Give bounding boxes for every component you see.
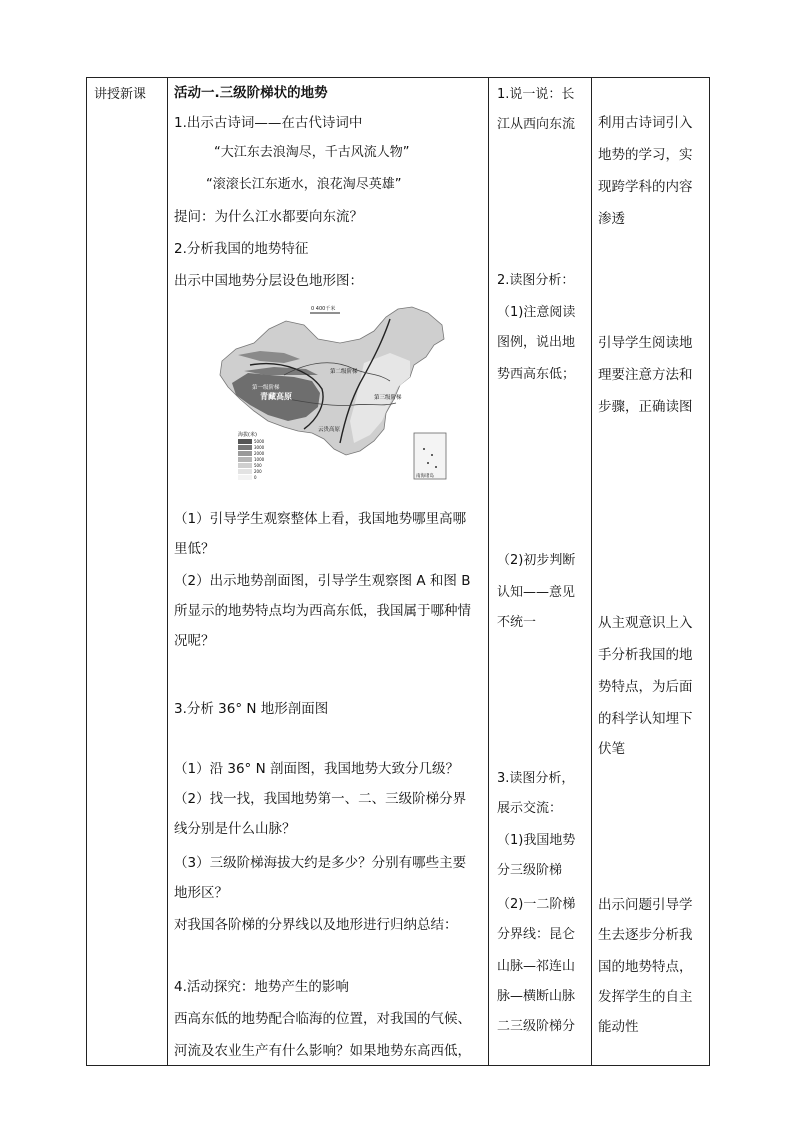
table-bottom-border: [86, 1065, 710, 1066]
island-dot: [435, 466, 437, 468]
intent-line: 步骤，正确读图: [598, 399, 693, 415]
intent-line: 能动性: [598, 1019, 639, 1035]
island-dot: [431, 454, 433, 456]
student-line: （2)一二阶梯: [497, 897, 576, 912]
content-line: 3.分析 36° N 地形剖面图: [174, 701, 329, 717]
poem-line: “滚滚长江东逝水，浪花淘尽英雄”: [206, 177, 402, 192]
content-line: （1）沿 36° N 剖面图，我国地势大致分几级？: [174, 761, 459, 777]
intent-line: 生去逐步分析我: [598, 927, 693, 943]
content-line: 2.分析我国的地势特征: [174, 241, 309, 257]
student-line: （1)注意阅读: [497, 305, 576, 320]
col-divider-2: [488, 77, 489, 1065]
legend-swatch: [238, 475, 252, 480]
legend-title: 海拔(米): [238, 432, 257, 438]
intent-line: 手分析我国的地: [598, 647, 693, 663]
student-line: 江从西向东流: [497, 117, 576, 132]
legend-swatch: [238, 469, 252, 474]
legend-value: 200: [254, 469, 262, 474]
table-top-border: [86, 77, 710, 78]
content-line: 对我国各阶梯的分界线以及地形进行归纳总结：: [174, 917, 458, 933]
legend-value: 2000: [254, 451, 265, 456]
china-terrain-map: [214, 303, 451, 483]
legend-swatch: [238, 457, 252, 462]
intent-line: 发挥学生的自主: [598, 989, 693, 1005]
student-line: 2.读图分析：: [497, 273, 575, 288]
content-line: 所显示的地势特点均为西高东低，我国属于哪种情: [174, 603, 471, 619]
col-divider-1: [167, 77, 168, 1065]
intent-line: 伏笔: [598, 741, 625, 757]
activity-title: 活动一.三级阶梯状的地势: [174, 85, 328, 101]
intent-line: 现跨学科的内容: [598, 179, 693, 195]
intent-line: 渗透: [598, 211, 625, 227]
legend-value: 5000: [254, 439, 265, 444]
legend-value: 3000: [254, 445, 265, 450]
content-line: 4.活动探究：地势产生的影响: [174, 979, 349, 995]
student-line: 图例，说出地: [497, 335, 576, 350]
student-line: 二三级阶梯分: [497, 1019, 576, 1034]
content-line: 里低？: [174, 541, 215, 557]
intent-line: 理要注意方法和: [598, 367, 693, 383]
poem-line: “大江东去浪淘尽，千古风流人物”: [214, 145, 410, 160]
content-line: （2）找一找，我国地势第一、二、三级阶梯分界: [174, 791, 467, 807]
intent-line: 从主观意识上入: [598, 615, 693, 631]
content-line: 出示中国地势分层设色地形图：: [174, 273, 363, 289]
intent-line: 引导学生阅读地: [598, 335, 693, 351]
legend-value: 500: [254, 463, 262, 468]
content-line: （1）引导学生观察整体上看，我国地势哪里高哪: [174, 511, 467, 527]
map-label-step1: 第一级阶梯: [252, 385, 280, 391]
map-label-yungui: 云贵高原: [318, 427, 341, 433]
intent-line: 出示问题引导学: [598, 897, 693, 913]
student-line: 分三级阶梯: [497, 863, 563, 878]
student-line: 展示交流：: [497, 801, 563, 816]
table-left-border: [86, 77, 87, 1065]
content-line: 线分别是什么山脉？: [174, 821, 296, 837]
student-line: 1.说一说：长: [497, 87, 575, 102]
legend-swatch: [238, 439, 252, 444]
intent-line: 国的地势特点，: [598, 959, 693, 975]
student-line: 势西高东低；: [497, 367, 576, 382]
content-line: 河流及农业生产有什么影响？如果地势东高西低，: [174, 1043, 471, 1059]
lesson-table: [86, 77, 710, 1065]
student-line: 不统一: [497, 615, 537, 630]
legend-value: 0: [254, 475, 257, 480]
student-line: （2)初步判断: [497, 553, 576, 568]
south-sea-inset: [414, 433, 446, 479]
intent-line: 地势的学习，实: [598, 147, 693, 163]
content-line: 地形区？: [174, 885, 228, 901]
student-line: 脉—横断山脉: [497, 989, 576, 1004]
student-line: 3.读图分析，: [497, 771, 575, 786]
legend-swatch: [238, 445, 252, 450]
map-label-south-sea: 南海诸岛: [416, 474, 434, 479]
island-dot: [423, 448, 425, 450]
map-label-qingzang: 青藏高原: [260, 392, 292, 401]
intent-line: 势特点，为后面: [598, 679, 693, 695]
intent-line: 利用古诗词引入: [598, 115, 693, 131]
content-line: （3）三级阶梯海拔大约是多少？分别有哪些主要: [174, 855, 467, 871]
col-divider-3: [591, 77, 592, 1065]
terrain-map-graphic: [214, 303, 451, 483]
map-scale-label: 0 400千米: [311, 306, 336, 312]
island-dot: [427, 462, 429, 464]
student-line: 山脉—祁连山: [497, 959, 576, 974]
map-label-step3: 第三级阶梯: [374, 395, 402, 401]
legend-swatch: [238, 451, 252, 456]
content-line: 况呢？: [174, 633, 215, 649]
student-line: （1)我国地势: [497, 833, 576, 848]
student-line: 认知——意见: [497, 585, 576, 600]
legend-swatch: [238, 463, 252, 468]
content-line: 1.出示古诗词——在古代诗词中: [174, 115, 363, 131]
map-label-step2: 第二级阶梯: [330, 369, 358, 375]
table-right-border: [709, 77, 710, 1065]
legend-value: 1000: [254, 457, 265, 462]
intent-line: 的科学认知埋下: [598, 711, 693, 727]
content-line: 西高东低的地势配合临海的位置，对我国的气候、: [174, 1011, 471, 1027]
content-line: （2）出示地势剖面图，引导学生观察图 A 和图 B: [174, 573, 471, 589]
content-line: 提问：为什么江水都要向东流？: [174, 209, 363, 225]
student-line: 分界线：昆仑: [497, 927, 576, 942]
section-label: 讲授新课: [94, 87, 147, 102]
